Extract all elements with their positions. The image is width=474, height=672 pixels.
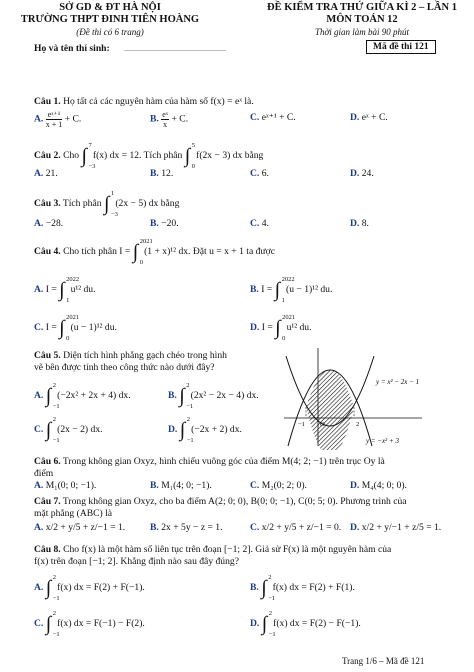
- integral-lower: 0: [282, 335, 286, 342]
- integral-sign: ∫ 7 −3: [81, 142, 96, 170]
- option-text: (2x² − 2x − 4) dx.: [190, 390, 259, 402]
- option-7c[interactable]: [250, 522, 341, 533]
- option-letter: B.: [150, 522, 159, 533]
- question-label: Câu 1.: [34, 96, 61, 107]
- option-text: x/2 + y/5 + z/−1 = 0.: [261, 522, 342, 533]
- integral-sign: ∫ 2 −1: [179, 382, 194, 410]
- question-text: Họ tất cả các nguyên hàm của hàm số f(x) = eˣ là.: [63, 96, 254, 107]
- integral-lower: 0: [66, 335, 70, 342]
- integral-lower: −1: [268, 631, 276, 638]
- option-letter: B.: [150, 113, 159, 125]
- option-text: u¹² du.: [286, 322, 312, 334]
- option-text: 21.: [45, 168, 58, 179]
- option-text: I =: [45, 284, 57, 296]
- option-letter: C.: [34, 322, 44, 334]
- question-text: (2x − 5) dx bằng: [115, 198, 180, 210]
- integral-lower: −3: [110, 211, 118, 218]
- option-letter: C.: [250, 218, 260, 229]
- option-letter: B.: [168, 390, 177, 402]
- integral-upper: 2: [52, 382, 56, 389]
- option-text: M₂(0; 2; 0).: [261, 480, 307, 491]
- question-8: [34, 544, 391, 556]
- fraction-numerator: eˣ: [162, 110, 169, 119]
- question-label: Câu 5.: [34, 350, 61, 361]
- option-6c[interactable]: [250, 480, 307, 491]
- exam-code-badge: Mã đề thi 121: [366, 40, 436, 54]
- integral-sign: ∫ 2 −1: [45, 574, 60, 602]
- name-field: ...................................................: [124, 44, 226, 53]
- question-label: Câu 8.: [34, 544, 61, 555]
- option-text: M₁(4; 0; −1).: [161, 480, 212, 491]
- integral-lower: −1: [268, 595, 276, 602]
- option-2d[interactable]: [350, 168, 374, 179]
- question-label: Câu 2.: [34, 150, 61, 162]
- question-text: Trong không gian Oxyz, cho ba điểm A(2; 0; 0), B(0; 0; −1), C(0; 5; 0). Phương trình của: [62, 496, 407, 507]
- option-text: −20.: [161, 218, 179, 229]
- option-2b[interactable]: [150, 168, 173, 179]
- option-letter: A.: [34, 218, 44, 229]
- question-8-line2: f(x) trên đoạn [−1; 2]. Khẳng định nào sau đây đúng?: [34, 556, 239, 567]
- integral-upper: 7: [88, 142, 92, 149]
- option-4b[interactable]: [250, 276, 333, 304]
- option-text: (u − 1)¹² du.: [70, 322, 117, 334]
- integral-sign: ∫ 2 −1: [261, 574, 276, 602]
- option-letter: A.: [34, 284, 44, 296]
- option-2c[interactable]: [250, 168, 269, 179]
- integral-lower: −1: [52, 631, 60, 638]
- integral-upper: 2: [186, 416, 190, 423]
- option-letter: C.: [250, 480, 260, 491]
- option-text: (−2x + 2) dx.: [191, 424, 242, 436]
- option-text: + C.: [62, 113, 82, 125]
- exam-title: ĐỀ KIỂM TRA THỨ GIỮA KÌ 2 – LẦN 1: [267, 2, 457, 13]
- integral-lower: −1: [52, 437, 60, 444]
- option-letter: B.: [150, 480, 159, 491]
- option-text: eˣ⁺¹ + C.: [261, 112, 296, 123]
- option-7a[interactable]: [34, 522, 125, 533]
- option-text: M₄(4; 0; 0).: [361, 480, 407, 491]
- tick-origin: O: [320, 421, 325, 428]
- option-text: (−2x² + 2x + 4) dx.: [57, 390, 131, 402]
- integral-lower: −1: [186, 437, 194, 444]
- question-label: Câu 6.: [34, 456, 61, 467]
- option-letter: D.: [350, 168, 360, 179]
- fraction-denominator: x + 1: [45, 120, 63, 129]
- question-4: [34, 238, 275, 266]
- option-letter: C.: [250, 522, 260, 533]
- option-text: x/2 + y/−1 + z/5 = 1.: [361, 522, 442, 533]
- integral-sign: ∫ 2021 0: [59, 314, 80, 342]
- option-7b[interactable]: [150, 522, 222, 533]
- option-7d[interactable]: [350, 522, 441, 533]
- option-5d[interactable]: [168, 416, 242, 444]
- question-label: Câu 4.: [34, 246, 61, 258]
- integral-lower: −3: [88, 163, 96, 170]
- option-4d[interactable]: [250, 314, 312, 342]
- school-name: TRƯỜNG THPT ĐINH TIÊN HOÀNG: [20, 14, 200, 25]
- option-text: I =: [45, 322, 57, 334]
- option-letter: C.: [34, 618, 44, 630]
- option-text: u¹² du.: [70, 284, 96, 296]
- integral-upper: 2: [186, 382, 190, 389]
- option-text: f(x) dx = F(2) + F(−1).: [57, 582, 145, 594]
- integral-lower: 1: [281, 297, 285, 304]
- integral-upper: 2: [52, 610, 56, 617]
- integral-lower: −1: [186, 403, 194, 410]
- option-letter: C.: [250, 168, 260, 179]
- fraction-numerator: eˣ⁺¹: [46, 110, 63, 120]
- page-footer: Trang 1/6 – Mã đề 121: [342, 656, 425, 666]
- option-letter: B.: [150, 218, 159, 229]
- integral-upper: 1: [110, 190, 115, 197]
- option-8d[interactable]: [250, 610, 361, 638]
- integral-sign: ∫ 2022 1: [59, 276, 80, 304]
- option-8c[interactable]: [34, 610, 145, 638]
- option-text: f(x) dx = F(2) − F(−1).: [273, 618, 361, 630]
- option-text: −28.: [45, 218, 64, 229]
- page-count-note: (Đề thi có 6 trang): [76, 27, 144, 37]
- integral-sign: ∫ 2 −1: [45, 610, 60, 638]
- question-3: [34, 190, 180, 218]
- tick-minus-one: −1: [298, 421, 305, 428]
- option-text: 6.: [261, 168, 269, 179]
- integral-sign: ∫ 2 −1: [179, 416, 194, 444]
- question-text: Cho f(x) là một hàm số liên tục trên đoạn [−1; 2]. Giả sử F(x) là một nguyên hàm của: [63, 544, 392, 555]
- option-letter: D.: [250, 618, 260, 630]
- question-text: f(x) dx = 12. Tích phân: [92, 150, 183, 162]
- option-letter: A.: [34, 390, 44, 402]
- question-text: Tích phân: [62, 198, 102, 210]
- option-text: eˣ + C.: [361, 112, 388, 123]
- question-7-line2: mặt phẳng (ABC) là: [34, 508, 113, 519]
- question-7: [34, 496, 407, 508]
- option-3b[interactable]: [150, 218, 179, 229]
- question-text: Cho tích phân I =: [63, 246, 131, 258]
- option-text: I =: [261, 284, 273, 296]
- integral-lower: 0: [139, 259, 143, 266]
- time-note: Thời gian làm bài 90 phút: [314, 27, 410, 37]
- question-2: [34, 142, 264, 170]
- integral-upper: 2: [52, 416, 56, 423]
- integral-sign: ∫ 1 −3: [103, 190, 118, 218]
- question-1: [34, 96, 254, 108]
- integral-upper: 2022: [281, 276, 295, 283]
- question-5-line2: vẽ bên được tính theo công thức nào dưới đây?: [34, 362, 215, 373]
- option-text: 4.: [261, 218, 269, 229]
- label-bottom-curve: y = −x² + 3: [366, 437, 399, 445]
- option-text: f(x) dx = F(2) + F(1).: [272, 582, 355, 594]
- integral-upper: 2021: [66, 314, 80, 321]
- integral-sign: ∫ 2021 0: [275, 314, 296, 342]
- option-6b[interactable]: [150, 480, 212, 491]
- fraction: [161, 110, 169, 129]
- option-letter: A.: [34, 582, 44, 594]
- integral-sign: ∫ 5 0: [184, 142, 195, 170]
- option-letter: D.: [350, 112, 360, 123]
- option-3c[interactable]: [250, 218, 269, 229]
- question-6: [34, 456, 385, 468]
- option-letter: B.: [250, 582, 259, 594]
- option-5a[interactable]: [34, 382, 131, 410]
- option-text: M₁(0; 0; −1).: [45, 480, 97, 491]
- option-2a[interactable]: [34, 168, 58, 179]
- label-top-curve: y = x² − 2x − 1: [376, 378, 420, 386]
- integral-upper: 2021: [139, 238, 153, 245]
- option-text: (2x − 2) dx.: [57, 424, 103, 436]
- integral-upper: 2022: [66, 276, 80, 283]
- option-1b[interactable]: [150, 110, 188, 129]
- integral-sign: ∫ 2022 1: [274, 276, 295, 304]
- option-letter: D.: [350, 522, 360, 533]
- option-8a[interactable]: [34, 574, 145, 602]
- question-label: Câu 3.: [34, 198, 61, 210]
- option-1a[interactable]: [34, 110, 81, 129]
- option-letter: A.: [34, 113, 44, 125]
- question-label: Câu 7.: [34, 496, 61, 507]
- option-1d[interactable]: [350, 112, 388, 123]
- option-text: 12.: [161, 168, 174, 179]
- option-text: x/2 + y/5 + z/−1 = 1.: [45, 522, 126, 533]
- option-text: f(x) dx = F(−1) − F(2).: [57, 618, 145, 630]
- option-letter: C.: [34, 424, 44, 436]
- option-letter: A.: [34, 168, 44, 179]
- option-6d[interactable]: [350, 480, 407, 491]
- option-letter: D.: [350, 480, 360, 491]
- tick-two: 2: [356, 421, 360, 428]
- name-label: Họ và tên thí sinh:: [34, 43, 110, 54]
- option-letter: C.: [250, 112, 260, 123]
- question-text: Diện tích hình phẳng gạch chéo trong hình: [63, 350, 227, 361]
- option-text: I =: [261, 322, 273, 334]
- q5-graph: [282, 346, 472, 450]
- option-letter: D.: [168, 424, 178, 436]
- option-letter: A.: [34, 522, 44, 533]
- option-6a[interactable]: [34, 480, 96, 491]
- fraction: [46, 110, 63, 129]
- integral-upper: 2: [268, 610, 272, 617]
- integral-sign: ∫ 2 −1: [45, 416, 60, 444]
- option-5b[interactable]: [168, 382, 259, 410]
- question-5: [34, 350, 227, 362]
- option-8b[interactable]: [250, 574, 355, 602]
- option-4c[interactable]: [34, 314, 117, 342]
- school-dept: SỞ GD & ĐT HÀ NỘI: [59, 2, 161, 13]
- question-text: f(2x − 3) dx bằng: [196, 150, 264, 162]
- question-text: Cho: [63, 150, 80, 162]
- integral-sign: ∫ 2021 0: [132, 238, 153, 266]
- option-letter: D.: [350, 218, 360, 229]
- option-3a[interactable]: [34, 218, 63, 229]
- option-letter: B.: [150, 168, 159, 179]
- option-4a[interactable]: [34, 276, 96, 304]
- subject-title: MÔN TOÁN 12: [326, 14, 398, 25]
- option-3d[interactable]: [350, 218, 369, 229]
- integral-upper: 2021: [282, 314, 296, 321]
- integral-sign: ∫ 2 −1: [45, 382, 60, 410]
- option-text: (u − 1)¹² du.: [286, 284, 333, 296]
- question-text: (1 + x)¹² dx. Đặt u = x + 1 ta được: [144, 246, 275, 258]
- integral-upper: 5: [191, 142, 195, 149]
- option-text: + C.: [169, 113, 189, 125]
- integral-lower: −1: [52, 403, 60, 410]
- option-text: 8.: [361, 218, 369, 229]
- option-letter: A.: [34, 480, 44, 491]
- option-5c[interactable]: [34, 416, 103, 444]
- option-letter: B.: [250, 284, 259, 296]
- integral-lower: −1: [52, 595, 60, 602]
- integral-lower: 0: [191, 163, 195, 170]
- integral-upper: 2: [268, 574, 272, 581]
- integral-lower: 1: [66, 297, 70, 304]
- fraction-denominator: x: [163, 120, 168, 129]
- option-letter: D.: [250, 322, 260, 334]
- integral-upper: 2: [52, 574, 56, 581]
- question-6-line2: điểm: [34, 468, 54, 479]
- option-1c[interactable]: [250, 112, 296, 123]
- integral-sign: ∫ 2 −1: [261, 610, 276, 638]
- option-text: 24.: [361, 168, 374, 179]
- question-text: Trong không gian Oxyz, hình chiếu vuông góc của điểm M(4; 2; −1) trên trục Oy là: [62, 456, 385, 467]
- option-text: 2x + 5y − z = 1.: [161, 522, 223, 533]
